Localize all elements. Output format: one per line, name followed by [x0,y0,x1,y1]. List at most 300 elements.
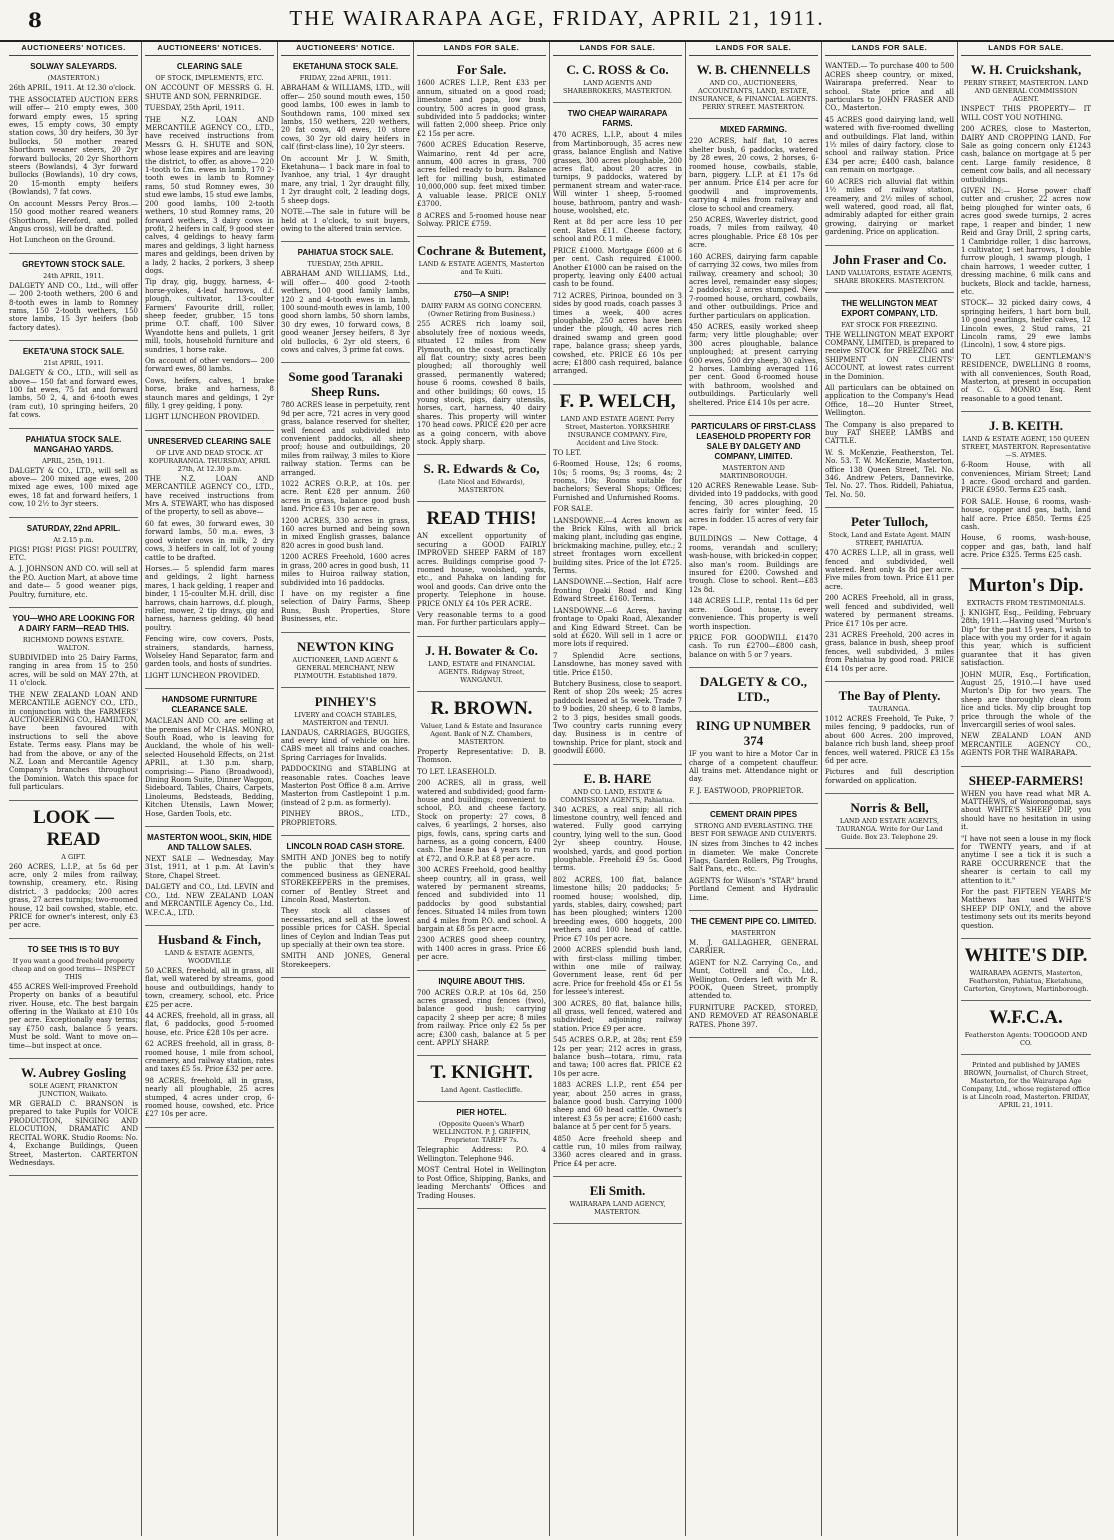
ad-subtitle: AND CO. LAND, ESTATE & COMMISSION AGENTS, Pahiatua. [560,787,675,804]
ad-body [9,1100,138,1167]
ad-paragraph: All particulars can be obtained on application to the Company's Head Office, 18—20 Hunter Street, Wellington. [825,383,954,418]
ad-paragraph: JOHN MUIR, Esq., Fortification, August 25, 1910.—I have used Murton's Dip for two years. The sheep are thoroughly clean from lice and ticks. My clip brought top price through the whole of the Invercargill series of wool sales. [961,670,1091,729]
ad-paragraph: 780 ACRES lease in perpetuity, rent 9d per acre, 721 acres in very good grass, balance reserved for shelter, well fenced and subdivided into convenient paddocks, all sheep proof; house and outbuildings, 20 miles from railway, 3 miles to Kiore railway station. Terms can be arranged. [281,401,410,477]
advertisement [417,240,546,284]
column [686,42,822,1536]
ad-paragraph: 1600 ACRES L.I.P., Rent £33 per annum, situated on a good road; limestone and papa, low bush country, 500 acres in good grass, subdivided into 5 paddocks; winter will fatten 2,000 sheep. Price only £2 15s per acre. [417,79,546,138]
ad-paragraph: TO LET. GENTLEMAN'S RESIDENCE, DWELLING 8 rooms, with all conveniences, South Road, Masterton, at present in occupation of C. G. MONRO Esq. Rent reasonable to a good tenant. [961,352,1091,403]
ad-subtitle: A GIFT. [61,852,86,861]
ad-paragraph: W. S. McKenzie, Featherston, Tel. No. 53. T. W. McKenzie, Masterton, office 138 Queen Street, Tel. No. 346. Andrew Peters, Dannevirke, Tel. No. 27. Thos. Riddell, Pahiatua, Tel. No. 50. [825,448,954,499]
advertisement [9,59,138,253]
advertisement [145,830,274,926]
ad-paragraph: LANDAUS, CARRIAGES, BUGGIES, and every kind of vehicle on hire. CABS meet all trains and coaches. Spring Carriages for Invalids. [281,728,410,762]
ad-paragraph: PADDOCKING and STABLING at reasonable rates. Coaches leave Masterton Post Office 8 a.m. Arrive Masterton from Castlepoint 1 p.m. (instead of 2 p.m. as formerly). [281,765,410,807]
advertisement [689,914,818,1038]
ad-title: SOLWAY SALEYARDS. [30,62,117,72]
column-header: AUCTIONEERS' NOTICES. [145,42,274,56]
ad-paragraph: 26th APRIL, 1911. At 12.30 o'clock. [9,84,136,93]
ad-body [417,748,546,962]
ad-body [9,546,138,599]
ad-paragraph: PRICE £1000. Mortgage £600 at 6 per cent. Cash required £1000. Another £1000 can be raised on the property, leaving only £400 actual cash to be found. [553,246,682,289]
column [6,42,142,1536]
ad-subtitle: LAND & ESTATE AGENTS, WOODVILLE [164,948,255,965]
ad-paragraph: DALGETY & CO., LTD., will sell as above— 200 mixed age ewes, 200 mixed age ewes, 100 mixed age ewes, 18 fat and forward heifers, 1 cow, 10 2½ to 3yr steers. [9,466,138,509]
ad-title: YOU—WHO ARE LOOKING FOR A DAIRY FARM—READ THIS. [12,614,135,634]
ad-body [145,967,274,1119]
advertisement [961,59,1091,412]
ad-body [825,549,954,673]
ad-subtitle: LAND, ESTATE and FINANCIAL AGENTS. Ridgway Street, WANGANUI. [428,659,535,684]
ad-paragraph: MR GERALD C. BRANSON is prepared to take Pupils for VOICE PRODUCTION, SINGING AND ELOCUTION, DRAMATIC AND RECITAL WORK. Studio Rooms: No. 4, Exchange Buildings, Queen Street, Masterton. CARTERTON Wednesdays. [9,1100,138,1167]
ad-paragraph: 6-Room House, with all conveniences, Miriam Street; Land 1 acre. Good orchard and garden. PRICE £950. Terms £25 cash. [961,461,1091,495]
ad-paragraph: DALGETY and CO., Ltd. LEVIN and CO., Ltd. NEW ZEALAND LOAN and MERCANTILE Agency Co., Ltd. W.F.C.A., LTD. [145,883,274,917]
advertisement [689,122,818,416]
advertisement [689,671,818,712]
ad-title: HANDSOME FURNITURE CLEARANCE SALE. [161,695,258,715]
ad-body [145,475,274,680]
ad-title: T. KNIGHT. [430,1062,533,1084]
advertisement [689,419,818,668]
advertisement [961,1004,1091,1055]
ad-title: R. BROWN. [430,697,533,719]
ad-subtitle: RICHMOND DOWNS ESTATE. WALTON. [22,636,125,653]
ad-paragraph: LIGHT LUNCHEON PROVIDED. [145,671,260,680]
ad-paragraph: Fencing wire, cow covers, Posts, strainers, standards, harness, Wolseley Hand Separator, farm and garden tools, and hosts of sundries. [145,635,274,669]
ad-paragraph: On account of other vendors— 200 forward ewes, 80 lambs. [145,357,274,374]
ad-paragraph: 250 ACRES, Waverley district, good roads, 7 miles from railway, 40 acres ploughable. Price £8 10s per acre. [689,216,818,250]
ad-paragraph: 2300 ACRES good sheep country, with 1400 acres in grass. Price £6 per acre. [417,936,546,962]
ad-paragraph: ABRAHAM & WILLIAMS, LTD., will offer— 250 sound mouth ewes, 150 good lambs, 100 ewes in lamb to Southdown rams, 100 mixed sex lambs, 150 wethers, 220 wethers, 20 fat cows, 40 ewes, 10 store cows, 30 2yr old dairy heifers in calf (first-class line), 10 2yr steers. [281,84,410,152]
ad-title: NEWTON KING [297,638,394,654]
ad-paragraph: 340 ACRES, a real snip; all rich limestone country, well fenced and watered. Fully good carrying country, lying well to the sun. Good 2yr sheep country. House, woolshed, yards, and good portion ploughable. Freehold £9 5s. Good terms. [553,805,682,873]
ad-paragraph: Rent at 8d per acre less 10 per cent. Rates £11. Cheese factory, school and P.O. 1 mile. [553,218,682,244]
advertisement [825,797,954,849]
ad-title: F. P. WELCH, [559,390,676,412]
advertisement [417,59,546,237]
ad-paragraph: 300 ACRES, 80 flat, balance hills, all grass, well fenced, watered and subdivided; adjoining railway station. Price £9 per acre. [553,999,682,1033]
ad-paragraph: AN excellent opportunity of securing a GOOD FAIRLY IMPROVED SHEEP FARM of 187 acres. Buildings comprise good 7-roomed house, woolshed, yards, etc., and Pahaka on landing for wool and goods. Can drive onto the property. Telephone in house. PRICE ONLY £4 10s PER ACRE. [417,532,546,608]
ad-paragraph: 470 ACRES, L.I.P., about 4 miles from Martinborough, 35 acres new grass, balance English and Native grasses, 300 acres ploughable, 200 acres flat, about 20 acres in turnips, 9 paddocks, watered by permanent stream and water-race. Will winter 1 sheep, 5-roomed house, bathroom, pantry and wash-house, woolshed, etc. [553,131,682,216]
ad-subtitle: (Late Nicol and Edwards), MASTERTON. [438,478,525,495]
ad-paragraph: 8 ACRES and 5-roomed house near Solway. PRICE £759. [417,211,546,228]
ad-body [9,282,138,332]
ad-paragraph: 1022 ACRES O.R.P., at 10s. per acre. Rent £28 per annum. 260 acres in grass, balance good bush land. Price £3 10s per acre. [281,480,410,514]
ad-title: LOOK — READ [33,806,114,850]
ad-title: PARTICULARS OF FIRST-CLASS LEASEHOLD PROPERTY FOR SALE BY DALGETY AND COMPANY, LIMITED. [691,422,816,461]
ad-body [9,863,138,930]
ad-paragraph: FOR SALE. [553,505,593,514]
ad-subtitle: LAND AND ESTATE AGENT. Perry Street, Masterton. YORKSHIRE INSURANCE COMPANY. Fire, Accident and Live Stock. [560,414,675,447]
ad-paragraph: Hot Luncheon on the Ground. [9,236,116,245]
ad-body [553,449,682,756]
ad-paragraph: SUBDIVIDED into 25 Dairy Farms, ranging in area from 15 to 250 acres, will be sold on MAY 27th, at 11 o'clock. [9,654,138,688]
advertisement [689,715,818,804]
ad-paragraph: TUESDAY, 25th April, 1911. [145,104,245,113]
ad-paragraph: THE NEW ZEALAND LOAN AND MERCANTILE AGENCY CO., LTD., in conjunction with the FARMERS' AUCTIONEERING CO., HAMILTON, have been favoured with instructions to sell the above Estate. Terms easy. Plans may be had from the above, or any of the N.Z. Loan and Mercantile Agency Company's branches throughout the Dominion. Watch this space for full particulars. [9,690,138,792]
ad-body [281,84,410,233]
ad-body [825,62,954,236]
advertisement [961,942,1091,1001]
ad-title: W. Aubrey Gosling [20,1065,127,1081]
ad-subtitle: STRONG AND EVERLASTING. THE BEST FOR SEWAGE AND CULVERTS. [690,822,817,839]
ad-paragraph: THE WELLINGTON MEAT EXPORT COMPANY, LIMITED, is prepared to receive STOCK for FREEZING and SHIPMENT ON CLIENTS' ACCOUNT, at lowest rates current in the Dominion. [825,330,954,381]
ad-subtitle: PERRY STREET, MASTERTON. LAND AND GENERAL COMMISSION AGENT. [963,79,1089,104]
ad-title: PAHIATUA STOCK SALE. MANGAHAO YARDS. [25,434,122,454]
ad-paragraph: LIGHT LUNCHEON PROVIDED. [145,413,260,422]
ad-paragraph: For the past FIFTEEN YEARS Mr Matthews has used WHITE'S SHEEP DIP ONLY, and the above testimony sets out its merits beyond question. [961,888,1091,930]
ad-paragraph: Cows, heifers, calves, 1 brake horse, brake and harness, 8 staunch mares and geldings, 1 2yr filly, 1 grey gelding, 1 pony. [145,376,274,411]
ad-subtitle: Valuer, Land & Estate and Insurance Agent. Bank of N.Z. Chambers, MASTERTON. [420,721,543,746]
advertisement [961,770,1091,940]
ad-title: MIXED FARMING. [720,125,787,135]
ad-body [9,369,138,419]
ad-body [9,84,138,244]
ad-paragraph: J. KNIGHT, Esq., Feilding, February 28th, 1911.—Having used "Murton's Dip" for the past 15 years, I wish to place with you my order for it again this year, which is sufficient guarantee that it has given satisfaction. [961,608,1091,668]
columns [6,42,1108,1536]
column-header: LANDS FOR SALE. [417,42,546,56]
ad-title: Peter Tulloch, [850,514,929,530]
ad-subtitle: AND CO., AUCTIONEERS, ACCOUNTANTS, LAND, ESTATE, INSURANCE, & FINANCIAL AGENTS. PERRY STREET. MASTERTON. [689,79,818,112]
advertisement [281,839,410,978]
ad-body [689,939,818,1029]
advertisement [417,1105,546,1208]
ad-paragraph: FURNITURE PACKED, STORED, AND REMOVED AT REASONABLE RATES. Phone 397. [689,1003,818,1029]
ad-paragraph: Very reasonable terms to a good man. For further particulars apply— [417,611,546,628]
ad-title: W. B. CHENNELLS [696,62,811,78]
ad-body [961,609,1091,758]
ad-paragraph: TO LET. LEASEHOLD. [417,767,497,776]
ad-body [9,983,138,1050]
ad-body [281,854,410,969]
advertisement [689,807,818,911]
column [414,42,550,1536]
advertisement [417,695,546,971]
advertisement [281,59,410,242]
ad-body [961,461,1091,559]
ad-paragraph: M. J. GALLAGHER, GENERAL CARRIER. [689,939,818,956]
ad-title: EKETAHUNA STOCK SALE. [292,62,399,72]
ad-paragraph: 44 ACRES, freehold, all in grass, all flat, 6 paddocks, good 5-roomed house, etc. Price £28 10s per acre. [145,1011,274,1037]
ad-subtitle: MASTERTON [730,929,776,937]
advertisement [553,59,682,103]
ad-paragraph: "I have not seen a louse in my flock for TWENTY years, and if at anytime I see a tick it is such a RARE OCCURRENCE that the shearer is certain to call my attention to it." [961,834,1091,885]
advertisement [9,611,138,801]
ad-paragraph: PRICE FOR GOODWILL £1470 cash. To run £2700—£800 cash, balance on with 5 or 7 years. [689,633,818,659]
ad-subtitle: Land Agent. Castlecliffe. [440,1086,523,1095]
ad-paragraph: STOCK— 32 picked dairy cows, 4 springing heifers, 1 hart born bull, 10 good yearlings, heifer calves, 12 Lincoln ewes, 2 Stud rams, 21 Lincoln rams, 29 ewe lambs (Lincoln), 1 sow, 4 store pigs. [961,299,1091,350]
ad-paragraph: NEW ZEALAND LOAN AND MERCANTILE AGENCY CO., AGENTS FOR THE WAIRARAPA. [961,732,1091,758]
ad-paragraph: THE N.Z. LOAN AND MERCANTILE AGENCY CO., LTD., have received instructions from Mrs A. STEWART, who has disposed of the property, to sell as above— [145,474,274,517]
ad-body [961,105,1091,403]
ad-title: Cochrane & Butement, [417,243,546,259]
column [142,42,278,1536]
ad-paragraph: Property Representative: D. B. Thomson. [417,747,546,765]
ad-paragraph: 545 ACRES O.R.P., at 28s; rent £59 12s per year; 212 acres in grass, balance bush—totara, rimu, rata and tawa; 100 acres flat. PRICE £2 10s per acre. [553,1036,682,1078]
ad-paragraph: 1200 ACRES Freehold, 1600 acres in grass, 200 acres in good bush, 11 miles to Huiroa railway station, subdivided into 16 paddocks. [281,553,410,587]
ad-subtitle: WAIRARAPA LAND AGENCY, MASTERTON. [569,1200,666,1217]
ad-body [553,806,682,1169]
ad-subtitle: LIVERY and COACH STABLES, MASTERTON and TENUI. [294,710,397,727]
ad-title: CLEARING SALE [176,62,243,72]
ad-paragraph: LANSDOWNE.—6 Acres, having frontage to Opaki Road, Alexander and King Edward Street. Can be sold at £620. Will sell in 1 acre or more lots if required. [553,606,682,649]
ad-body [417,989,546,1048]
ad-paragraph: THE N.Z. LOAN AND MERCANTILE AGENCY CO., LTD., have received instructions from Messrs G. H. SHUTE and SON, whose lease expires and are leaving the district, to offer, as above— 220 1-tooth to f.m. ewes in lamb, 170 2-tooth ewes in lamb to Romney rams, 50 stud Romney ewes, 30 stud ewe lambs, 15 stud ewe lambs, 200 good lambs, 100 2-tooth wethers, 10 stud Romney rams, 20 forward wethers, 3 dairy cows in profit, 2 heifers in calf, 9 good steer calves, 4 geldings to heavy farm mares and geldings, 3 light harness mares and geldings, been driven by a lady, 2 hacks, 2 porkers, 3 sheep dogs. [145,115,274,275]
ad-body [281,401,410,623]
ad-title: LINCOLN ROAD CASH STORE. [286,842,405,851]
ad-paragraph: The Company is also prepared to buy FAT SHEEP, LAMBS and CATTLE. [825,420,954,446]
ad-paragraph: DALGETY AND CO., Ltd., will offer— 200 2-tooth wethers, 200 6 and 8-tooth ewes in lamb to Romney rams, 150 2-tooth wethers, 150 store lambs, 15 3yr heifers (bob factory dates). [9,281,138,332]
ad-paragraph: SMITH AND JONES, General Storekeepers. [281,952,410,969]
ad-paragraph: Pictures and full description forwarded on application. [825,768,954,785]
ad-paragraph: NEXT SALE — Wednesday, May 31st, 1911, at 1 p.m. At Lavin's Store, Chapel Street. [145,855,274,880]
ad-paragraph: 712 ACRES, Pirinoa, bounded on 3 sides by good roads, coach passes 3 times a week, 400 acres ploughable, 250 acres have been under the plough, 40 acres rich drained swamp and green good rape, balance grass; sheep yards, cowshed, etc. PRICE £6 10s per acre; £1800 cash required, balance arranged. [553,291,682,376]
ad-title: Murton's Dip. [968,574,1084,596]
ad-title: PINHEY'S [314,693,377,709]
advertisement [961,415,1091,568]
ad-body [961,790,1091,931]
ad-body [281,729,410,827]
ad-paragraph: Tip dray, gig, buggy, harness, 4-horse-yokes, 4-leaf harrows, d.f. plough, cultivator, 13-coulter Farmers' Favourite drill, roller, sheep feeder, grubber, 15 tons prime O.T. chaff, 100 Silver Wyandotte hens and pullets, 1 grit mill, tools, household furniture and sundries, 1 horse rake. [145,278,274,354]
ad-paragraph: ON ACCOUNT OF MESSRS G. H. SHUTE AND SON, FERNRIDGE. [145,84,274,101]
ad-paragraph: On account Messrs Percy Bros.— 150 good mother reared weaners (Shorthorn, Hereford, and polled Angus cross), will be drafted. [9,199,138,233]
ad-paragraph: 200 ACRES Freehold, all in grass, well fenced and subdivided, well watered by permanent streams. Price £17 10s per acre. [825,594,954,628]
advertisement [145,434,274,689]
ad-title: RING UP NUMBER 374 [696,718,811,749]
ad-subtitle: If you want a good freehold property cheap and on good terms— INSPECT THIS [11,956,136,981]
ad-body [9,467,138,509]
ad-subtitle: APRIL, 25th, 1911. [42,456,105,465]
ad-title: SHEEP-FARMERS! [968,772,1084,788]
ad-paragraph: 98 ACRES, freehold, all in grass, nearly all ploughable, 25 acres stumped, 4 acres under crop, 6-roomed house, cowshed, etc. Price £27 10s per acre. [145,1076,274,1119]
ad-paragraph: 148 ACRES L.I.P., rental 11s 6d per acre. Good house, every convenience. This property is well worth inspection. [689,597,818,631]
advertisement [553,768,682,1178]
ad-body [689,482,818,659]
ad-body [145,717,274,818]
advertisement [825,685,954,794]
ad-title: Eli Smith. [589,1183,646,1199]
ad-paragraph: I have on my register a fine selection of Dairy Farms, Sheep Runs, Bush Properties, Store Businesses, etc. [281,589,410,624]
masthead [0,0,1114,42]
ad-paragraph: BUILDINGS — New Cottage, 4 rooms, verandah and scullery; wash-house, with bricked-in copper, also man's room. Buildings are insured for £200. Cowshed and trough. Close to school. Rent—£83 12s 8d. [689,535,818,594]
advertisement [417,287,546,455]
ad-title: W. H. Cruickshank, [970,62,1082,78]
ad-subtitle: LAND AGENTS AND SHAREBROKERS, MASTERTON. [563,79,672,96]
ad-title: THE CEMENT PIPE CO. LIMITED. [690,917,817,926]
ad-body [689,137,818,407]
ad-paragraph: Telegraphic Address: P.O. 4 Wellington. Telephone 946. [417,1146,546,1163]
ad-subtitle: (MASTERTON.) [47,74,100,83]
advertisement [9,257,138,341]
ad-body [689,840,818,902]
advertisement [553,1180,682,1224]
advertisement [417,1059,546,1102]
ad-paragraph: LANSDOWNE.—Section, Half acre fronting Opaki Road and King Edward Street. £160. Terms. [553,578,682,604]
ad-paragraph: 7 Splendid Acre sections, Lansdowne, has money saved with title. Price £150. [553,651,682,677]
ad-title: S. R. Edwards & Co, [423,461,540,477]
advertisement [281,245,410,363]
ad-body [281,270,410,354]
ad-paragraph: 2000 ACRES splendid bush land, with first-class milling timber, within one mile of railway. Government lease, rent 6d per acre. Price for freehold 45s or £1 5s for lessee's interest. [553,946,682,997]
ad-paragraph: 60 ACRES rich alluvial flat within 1½ miles of railway station, creamery, and 2½ miles of school, well watered, good road, all flat, admirably adapted for either grain growing, dairying or market gardening. Price on application. [825,177,954,237]
ad-body [825,331,954,500]
advertisement [9,1062,138,1176]
ad-body [825,715,954,785]
ad-title: For Sale. [456,62,507,78]
ad-subtitle: 24th APRIL, 1911. [43,271,104,280]
ad-paragraph: 220 ACRES, half flat, 10 acres shelter bush, 6 paddocks, watered by 28 ewes, 20 cows, 2 horses, 6-roomed house, cowbails, stable, barn, piggery. L.I.P. at £1 17s 6d per annum. Price £14 per acre for goodwill and improvements, carrying 4 miles from railway and close to school and creamery. [689,137,818,213]
ad-subtitle: FAT STOCK FOR FREEZING. [841,320,938,329]
page-number: 8 [28,8,42,32]
advertisement [281,366,410,632]
ad-paragraph: MACLEAN AND CO. are selling at the premises of Mr CHAS. MONRO, South Road, who is leaving for Auckland, the whole of his well-selected Household Effects, on 21st APRIL, at 1.30 p.m. sharp, comprising:— Piano (Broadwood), Dining Room Suite, Dinner Waggon, Sideboard, Tables, Chairs, Carpets, Linoleums, Bedsteads, Bedding, Kitchen Utensils, Lawn Mower, Hose, Garden Tools, etc. [145,717,274,818]
ad-subtitle: At 2.15 p.m. [53,535,94,544]
ad-title: W.F.C.A. [989,1007,1063,1029]
ad-title: PAHIATUA STOCK SALE. [297,248,394,258]
ad-paragraph: TO LET. [553,448,582,457]
ad-paragraph: 45 ACRES good dairying land, well watered with five-roomed dwelling and outbuildings. Flat land, within 1½ miles of dairy factory, close to school and railway station. Price £34 per acre; £400 cash, balance can remain on mortgage. [825,115,954,175]
ad-body [9,654,138,792]
ad-title: £750—A SNIP! [454,290,509,300]
ad-title: THE WELLINGTON MEAT EXPORT COMPANY, LTD. [841,298,938,318]
ad-subtitle: TUESDAY, 25th APRIL. [307,260,384,269]
ad-paragraph: On account Mr J. W. Smith, Eketahuna— 1 back mare in foal to Ivanhoe, any trial, 1 4yr draught mare, any trial, 1 2yr draught filly, 1 2yr draught colt, 2 leading dogs, 5 sheep dogs. [281,154,410,205]
ad-subtitle: LAND & ESTATE AGENTS, Masterton and Te Kuiti. [418,260,545,277]
ad-subtitle: FRIDAY, 22nd APRIL, 1911. [299,74,392,83]
ad-body [145,855,274,917]
ad-paragraph: THE ASSOCIATED AUCTION EERS will offer— 210 empty ewes, 300 forward empty ewes, 15 spring ewes, 15 empty cows, 30 empty station cows, 30 dry heifers, 30 3yr bullocks, 50 mother reared Shorthorn weaner steers, 20 2yr forward bullocks, 20 2yr Shorthorn steers (Bowlands), 4 3yr forward bullocks (Bowlands), 10 dry cows, 20 15-month empty heifers (Bowlands), 7 fat cows. [9,95,138,197]
ad-paragraph: LANSDOWNE.—4 Acres known as the Brick Kilns, with all brick making plant, including gas engine, brickmaking machine, pulley, etc.; 2 street frontages worn excellent building sites. Price of the lot £725. Terms. [553,516,682,576]
ad-paragraph: GIVEN IN:— Horse power chaff cutter and crusher, 22 acres now being ploughed for winter oats, 6 acres good swede turnips, 2 acres rape, 1 reaper and binder, 1 new Reid and Gray Drill, 2 spring carts, 1 Cambridge roller, 1 disc harrows, 1 cultivator, 1 set harrows, 1 double furrow plough, 1 swamp plough, 1 chain harrows, 1 weeder cutter, 1 dressing machine, 6 milk cans and buckets, Block and tackle, harness, etc. [961,187,1091,296]
advertisement [145,929,274,1128]
ad-paragraph: 62 ACRES freehold, all in grass, 8-roomed house, 1 mile from school, creamery, and railway station, rates and taxes £5 5s. Price £32 per acre. [145,1040,274,1074]
ad-paragraph: PIGS! PIGS! PIGS! PIGS! POULTRY, ETC. [9,545,138,563]
ad-paragraph: Butchery Business, close to seaport. Rent of shop 20s week; 25 acres paddock leased at 5s week. Trade 7 to 9 bodies, 20 sheep, 6 to 8 lambs, 2 to 3 pigs, besides small goods. Two country carts running every day. Business is in centre of township. Price for plant, stock and goodwill £600. [553,679,682,756]
ad-paragraph: F. J. EASTWOOD, PROPRIETOR. [689,786,804,795]
advertisement [9,942,138,1059]
column-header: LANDS FOR SALE. [553,42,682,56]
ad-subtitle: OF LIVE AND DEAD STOCK. AT KOPURARANGA. THURSDAY, APRIL 27th, At 12.30 p.m. [148,448,271,473]
ad-paragraph: AGENT for N.Z. Carrying Co., and Munt, Cottrell and Co., Ltd., Wellington. Orders left with Mr R. POOK, Queen Street, promptly attended to. [689,958,818,1001]
ad-paragraph: 260 ACRES, L.I.P., at 5s 6d per acre, only 2 miles from railway, township, creamery, etc. Rising district. 3 paddocks; 200 acres grass, 27 acres turnips; two-roomed house, 12 bail cowshed, stable, etc. PRICE for owner's interest, only £3 per acre. [9,862,138,930]
ad-paragraph: 802 ACRES, 100 flat, balance limestone hills; 20 paddocks; 5-roomed house; woolshed, dip, yards, stables, dairy, cowshed; part has been ploughed; winters 1200 breeding ewes, 600 hoggets, 200 wethers and 100 head of cattle. Price £7 10s per acre. [553,875,682,943]
ad-paragraph: 700 ACRES O.R.P. at 10s 6d, 250 acres grassed, ring fences (two), balance good bush; carrying capacity 2 sheep per acre; 8 miles from railway. Price only £2 5s per acre; £300 cash, balance at 5 per cent. APPLY SHARP. [417,988,546,1048]
ad-paragraph: IF you want to hire a Motor Car in charge of a competent chauffeur. All trains met. Attendance night or day. [689,750,818,784]
column-header: AUCTIONEERS' NOTICE. [281,42,410,56]
ad-paragraph: House, 6 rooms, wash-house, copper and gas, bath, land half acre. Price £325. Terms £25 cash. [961,534,1091,560]
ad-subtitle: Featherston Agents: TOOGOOD AND CO. [964,1031,1088,1048]
advertisement [9,432,138,518]
ad-title: EKETA'UNA STOCK SALE. [22,347,125,357]
ad-subtitle: 21st APRIL, 1911. [43,359,104,368]
advertisement [961,572,1091,767]
ad-paragraph: 300 ACRES Freehold, good healthy sheep country, all in grass, well watered by permanent streams, fenced and subdivided into 11 paddocks by good substantial fences. Situated 14 miles from town and 4 miles from P.O. and school. A bargain at £8 5s per acre. [417,866,546,933]
ad-paragraph: 120 ACRES Renewable Lease. Sub-divided into 19 paddocks, with good fencing, 30 acres ploughing, 20 acres fairly for winter feed. 15 acres in fodder. 15 acres of very fair rape. [689,482,818,533]
ad-subtitle: TAURANGA. [868,704,911,713]
ad-paragraph: SMITH AND JONES beg to notify the public that they have commenced business as GENERAL STOREKEEPERS in the premises, corner of Bentley Street and Lincoln Road, Masterton. [281,854,410,905]
ad-body [417,320,546,446]
ad-subtitle: DAIRY FARM AS GOING CONCERN. (Owner Retiring from Business.) [421,302,542,319]
advertisement [417,974,546,1057]
ad-paragraph: 200 ACRES, close to Masterton, DAIRY AND CROPPING LAND. For Sale as going concern only £1243 cash, balance on mortgage at 5 per cent. Large family residence, 8 cement cow bails, and all necessary outbuildings. [961,125,1091,184]
column-header: LANDS FOR SALE. [961,42,1091,56]
ad-paragraph: 6-Roomed House, 12s; 6 rooms, 10s; 5 rooms, 9s; 3 rooms, 4s; 2 rooms, 10s; Rooms suitable for bachelors; Several Shops; Offices; Furnished and Unfurnished Rooms. [553,460,682,502]
ad-body [417,79,546,228]
advertisement [417,458,546,502]
advertisement [417,640,546,692]
ad-subtitle: AUCTIONEER, LAND AGENT & GENERAL MERCHANT, NEW PLYMOUTH. Established 1879. [292,655,399,680]
ad-paragraph: WHEN you have read what MR A. MATTHEWS, of Waiorongomai, says about WHITE'S SHEEP DIP, you should have no hesitation in using it. [961,789,1091,832]
column [822,42,958,1536]
ad-body [417,532,546,627]
ad-title: John Fraser and Co. [832,251,947,267]
ad-subtitle: WAIRARAPA AGENTS, Masterton, Featherston, Pahiatua, Eketahuna, Carterton, Greytown, Martinborough. [963,969,1089,994]
ad-paragraph: They stock all classes of necessaries, and sell at the lowest possible prices for CASH. Special lines of Ceylon and Indian Teas put up specially at their own tea store. [281,907,410,950]
ad-subtitle: OF STOCK, IMPLEMENTS, ETC. [155,74,264,83]
ad-title: GREYTOWN STOCK SALE. [22,259,125,269]
advertisement [553,106,682,384]
ad-paragraph: 200 ACRES, all in grass, well watered and subdivided; good farm-house and buildings; convenient to school, P.O. and cheese factory. Stock on property: 27 cows, 8 calves, 6 yearlings, 2 horses, also pigs, fowls, cans, spring carts and harness, as a going concern, £400 cash. The lease has 4 years to run at £72, and O.R.P. at £8 per acre. [417,779,546,863]
ad-title: Norris & Bell, [850,800,929,816]
ad-paragraph: A. J. JOHNSON AND CO. will sell at the P.O. Auction Mart, at above time and date— 5 good weaner pigs, Poultry, furniture, etc. [9,565,138,599]
ad-paragraph: 1012 ACRES Freehold, Te Puke, 7 miles fencing, 9 paddocks, run of about 600 Acres. 200 improved, balance rich bush land, sheep proof fences, well watered. PRICE £3 15s 6d per acre. [825,714,954,765]
ad-subtitle: LAND VALUATORS, ESTATE AGENTS, SHARE BROKERS. MASTERTON. [825,268,954,285]
ad-title: SATURDAY, 22nd APRIL. [26,523,121,533]
ad-paragraph: 4850 Acre freehold sheep and cattle run, 10 miles from railway, 3360 acres cleared and in grass. Price £4 per acre. [553,1134,682,1168]
advertisement [9,344,138,428]
ad-subtitle: EXTRACTS FROM TESTIMONIALS. [966,598,1086,607]
ad-paragraph: NOTE.—The sale in future will be held at 1 o'clock, to suit buyers, owing to the altered train service. [281,208,410,233]
column-header: LANDS FOR SALE. [689,42,818,56]
ad-title: J. H. Bowater & Co. [425,642,538,658]
ad-paragraph: 50 ACRES, freehold, all in grass, all flat, well watered by streams, good house and outbuildings, handy to town, creamery, school, etc. Price £25 per acre. [145,966,274,1009]
ad-body [553,131,682,375]
ad-paragraph: 450 ACRES, easily worked sheep farm; very little ploughable; over 300 acres ploughable, balance unploughed; at present carrying 600 ewes, 500 dry sheep, 30 calves, 2 horses. Lambing averaged 116 per cent. Good 6-roomed house with bathroom, woolshed and outbuildings. Particularly well sheltered. Price £14 10s per acre. [689,322,818,407]
ad-subtitle: LAND AND ESTATE AGENTS, TAURANGA. Write for Our Land Guide. Box 23. Telephone 29. [836,817,943,842]
newspaper-title: THE WAIRARAPA AGE, FRIDAY, APRIL 21, 1911. [289,6,825,30]
advertisement [825,59,954,245]
ad-paragraph: INSPECT THIS PROPERTY— IT WILL COST YOU NOTHING. [961,105,1091,122]
ad-paragraph: Horses.— 5 splendid farm mares and geldings, 2 light harness mares, 1 hack gelding, 1 reaper and binder, 1 15-coulter M.H. drill, disc harrows, chain harrows, d.f. plough, roller, mower, 2 tip drays, gig and harness, harness gelding. 40 head poultry. [145,564,274,632]
ad-title: The Bay of Plenty. [838,687,941,703]
advertisement [145,692,274,827]
ad-paragraph: AGENTS for Wilson's "STAR" brand Portland Cement and Hydraulic Lime. [689,876,818,902]
column-header: AUCTIONEERS' NOTICES. [9,42,138,56]
column [958,42,1094,1536]
ad-subtitle: SOLE AGENT, FRANKTON JUNCTION, Waikato. [29,1082,118,1099]
advertisement [9,804,138,939]
column [550,42,686,1536]
ad-subtitle: MASTERTON AND MARTINBOROUGH. [719,464,788,480]
ad-paragraph: MOST Central Hotel in Wellington to Post Office, Shipping, Banks, and leading Merchants' Offices and Trading Houses. [417,1166,546,1200]
ad-paragraph: 7600 ACRES Education Reserve, Waimarino, rent 4d per acre, annum, 400 acres in grass, 700 acres felled ready to burn. Balance left for milling bush, estimated 10,000,000 sup. feet mixed timber. A valuable lease. PRICE ONLY £3700. [417,141,546,209]
ad-paragraph: IN sizes from 3inches to 42 inches in diameter. We make Concrete Flags, Garden Rollers, Pig Troughs, Salt Pans, etc., etc. [689,840,818,874]
advertisement [9,521,138,608]
advertisement [825,511,954,682]
ad-paragraph: ABRAHAM AND WILLIAMS, Ltd., will offer— 400 good 2-tooth wethers, 100 good family lambs, 120 2 and 4-tooth ewes in lamb, 100 sound-mouth ewes in lamb, 100 good shorn lambs, 50 shorn lambs, 30 dry ewes, 10 forward cows, 8 good weaner Jersey heifers, 8 3yr old bullocks, 6 2yr old steers, 6 cows and calves, 3 prime fat cows. [281,270,410,354]
advertisement [281,636,410,688]
column-header: LANDS FOR SALE. [825,42,954,56]
ad-title: INQUIRE ABOUT THIS. [438,976,525,986]
advertisement [145,59,274,430]
advertisement [825,296,954,509]
column [278,42,414,1536]
ad-title: Husband & Finch, [158,931,261,947]
ad-body [417,1146,546,1199]
ad-paragraph: DALGETY & CO., LTD., will sell as above— 150 fat and forward ewes, 100 fat ewes, 75 fat and forward lambs, 50 2, 4, and 6-tooth ewes (ram cut), 10 springing heifers, 20 fat cows. [9,369,138,420]
ad-subtitle: LAND & ESTATE AGENT, 150 QUEEN STREET, MASTERTON. Representative—S. AYMES. [961,435,1091,460]
ad-paragraph: WANTED.— To purchase 400 to 500 ACRES sheep country, or mixed, Wairarapa preferred. Near to school. State price and all particulars to JOHN FRASER AND CO., Masterton. [825,62,954,113]
ad-paragraph: 231 ACRES Freehold, 200 acres in grass, balance in bush, sheep proof fences, well subdivided, 3 miles from Pahiatua by good road. PRICE £14 10s per acre. [825,630,954,673]
